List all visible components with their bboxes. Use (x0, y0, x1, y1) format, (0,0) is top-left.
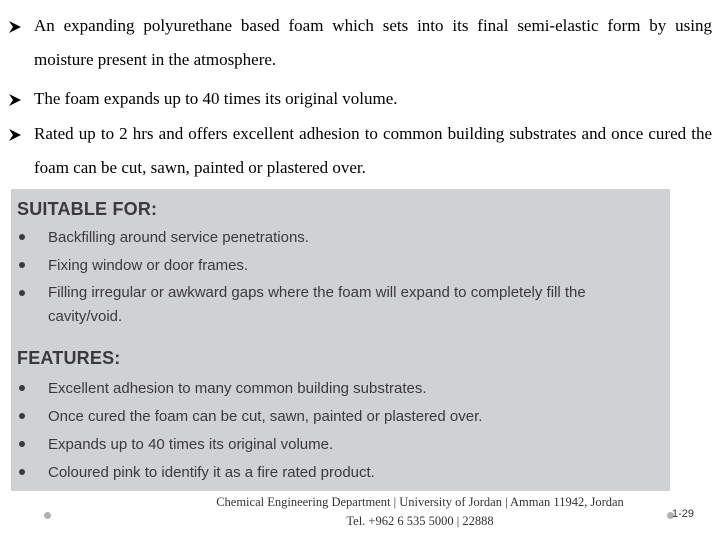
decorative-dot-icon (44, 512, 51, 519)
footer-line-phone: Tel. +962 6 535 5000 | 22888 (346, 514, 494, 528)
arrow-bullet-icon (8, 82, 30, 116)
bullet-item (8, 82, 712, 116)
features-heading: FEATURES: (17, 348, 121, 368)
bullet-text: Rated up to 2 hrs and offers excellent adhesion to common building substrates and once cured the foam can be cut, sawn, painted or plastered over. (34, 124, 712, 177)
list-item-text: Coloured pink to identify it as a fire rated product. (48, 464, 375, 481)
features-list (11, 376, 670, 488)
list-item (11, 376, 670, 401)
suitable-for-list (11, 225, 670, 332)
footer-line-address: Chemical Engineering Department | University of Jordan | Amman 11942, Jordan (216, 495, 624, 509)
bullet-item (8, 9, 712, 77)
bullet-dot-icon (19, 441, 25, 447)
bullet-dot-icon (19, 262, 25, 268)
list-item (11, 432, 670, 457)
bullet-text: An expanding polyurethane based foam which sets into its final semi-elastic form by using moisture present in the atmosphere. (34, 16, 712, 69)
bullet-dot-icon (19, 469, 25, 475)
list-item-text: Backfilling around service penetrations. (48, 229, 309, 246)
list-item-text: Once cured the foam can be cut, sawn, painted or plastered over. (48, 408, 483, 425)
list-item (11, 404, 670, 429)
footer (180, 493, 660, 531)
product-info-panel (11, 189, 670, 491)
bullet-item (8, 117, 712, 185)
suitable-for-heading: SUITABLE FOR: (17, 199, 158, 219)
page-number: 1-29 (672, 508, 695, 520)
bullet-dot-icon (19, 413, 25, 419)
arrow-bullet-icon (8, 9, 30, 43)
list-item (11, 225, 670, 250)
list-item (11, 253, 670, 278)
list-item (11, 281, 670, 329)
list-item-text: Fixing window or door frames. (48, 257, 249, 274)
arrow-bullet-icon (8, 117, 30, 151)
bullet-dot-icon (19, 290, 25, 296)
bullet-text: The foam expands up to 40 times its original volume. (34, 89, 398, 108)
list-item-text: Expands up to 40 times its original volume. (48, 436, 334, 453)
bullet-dot-icon (19, 234, 25, 240)
bullet-dot-icon (19, 385, 25, 391)
list-item-text: Filling irregular or awkward gaps where the foam will expand to completely fill the cavity/void. (48, 284, 586, 325)
list-item-text: Excellent adhesion to many common building substrates. (48, 380, 427, 397)
list-item (11, 460, 670, 485)
